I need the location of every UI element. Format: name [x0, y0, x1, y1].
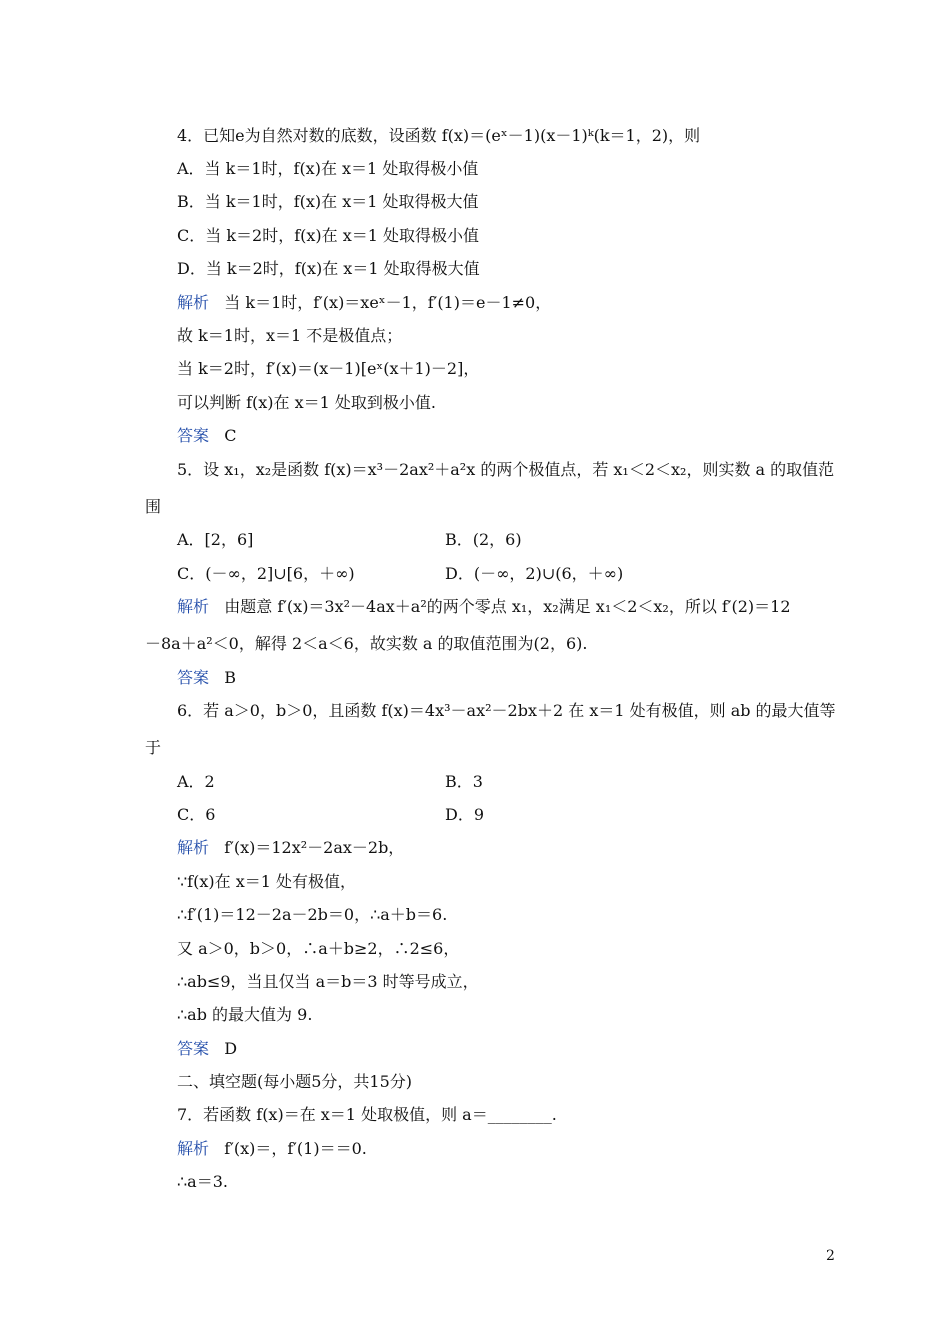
q6-analysis-line-2: ∵f(x)在 x＝1 处有极值， [177, 872, 356, 891]
q5-analysis-line-2: －8a＋a²＜0，解得 2＜a＜6，故实数 a 的取值范围为(2，6). [145, 634, 588, 653]
q4-option-a: A．当 k＝1时，f(x)在 x＝1 处取得极小值 [177, 159, 479, 178]
q4-answer-label: 答案 [177, 426, 210, 445]
q4-option-d: D．当 k＝2时，f(x)在 x＝1 处取得极大值 [177, 259, 480, 278]
q6-answer-label: 答案 [177, 1039, 210, 1058]
q6-option-c: C．6 [177, 805, 216, 824]
page-number: 2 [826, 1248, 835, 1264]
q4-analysis-line-1 [177, 293, 551, 313]
q7-stem: 7．若函数 f(x)＝在 x＝1 处取极值，则 a＝________. [177, 1105, 557, 1124]
q5-option-b: B．(2，6) [445, 530, 522, 549]
q6-stem-line-2: 于 [145, 738, 162, 757]
q4-answer-value: C [224, 426, 237, 445]
q4-analysis-line-4: 可以判断 f(x)在 x＝1 处取到极小值. [177, 393, 436, 412]
q6-option-d: D．9 [445, 805, 485, 824]
q4-analysis-line-2: 故 k＝1时，x＝1 不是极值点； [177, 326, 403, 345]
q5-option-c: C．(－∞，2]∪[6，＋∞) [177, 564, 355, 583]
section-heading: 二、填空题(每小题5分，共15分) [177, 1072, 413, 1091]
q6-stem-line-1: 6．若 a＞0，b＞0，且函数 f(x)＝4x³－ax²－2bx＋2 在 x＝1 处有极值，则 ab 的最大值等 [177, 701, 836, 720]
q4-analysis-line-3: 当 k＝2时，f′(x)＝(x－1)[eˣ(x＋1)－2]， [177, 359, 480, 378]
q4-option-b: B．当 k＝1时，f(x)在 x＝1 处取得极大值 [177, 192, 479, 211]
q7-conclusion: ∴a＝3. [177, 1172, 228, 1191]
q6-answer-value: D [224, 1039, 238, 1058]
q6-analysis-line-5: ∴ab≤9，当且仅当 a＝b＝3 时等号成立， [177, 972, 479, 991]
q4-analysis-label: 解析 [177, 293, 210, 312]
q4-analysis-text-1: 当 k＝1时，f′(x)＝xeˣ－1，f′(1)＝e－1≠0， [224, 293, 552, 312]
q4-answer [177, 426, 237, 446]
q7-analysis-line-1 [177, 1139, 367, 1159]
q6-analysis-text-1: f′(x)＝12x²－2ax－2b， [224, 838, 405, 857]
q6-answer [177, 1039, 237, 1059]
q5-analysis-label: 解析 [177, 597, 210, 616]
q5-option-d: D．(－∞，2)∪(6，＋∞) [445, 564, 624, 583]
q5-analysis-text-1: 由题意 f′(x)＝3x²－4ax＋a²的两个零点 x₁，x₂满足 x₁＜2＜x₂，所以 f′(2)＝12 [224, 597, 791, 616]
q5-stem-line-1: 5．设 x₁，x₂是函数 f(x)＝x³－2ax²＋a²x 的两个极值点，若 x₁＜2＜x₂，则实数 a 的取值范 [177, 460, 835, 479]
q5-option-a: A．[2，6] [177, 530, 254, 549]
q4-option-c: C．当 k＝2时，f(x)在 x＝1 处取得极小值 [177, 226, 480, 245]
q6-option-a: A．2 [177, 772, 215, 791]
q5-answer-label: 答案 [177, 668, 210, 687]
q6-analysis-line-4: 又 a＞0，b＞0，∴a＋b≥2，∴2≤6， [177, 939, 460, 958]
q5-stem-line-2: 围 [145, 497, 162, 516]
q4-stem: 4．已知e为自然对数的底数，设函数 f(x)＝(eˣ－1)(x－1)ᵏ(k＝1，2)，则 [177, 126, 701, 145]
q6-analysis-line-1 [177, 838, 404, 858]
q6-analysis-line-6: ∴ab 的最大值为 9. [177, 1005, 313, 1024]
q7-analysis-label: 解析 [177, 1139, 210, 1158]
q6-analysis-line-3: ∴f′(1)＝12－2a－2b＝0，∴a＋b＝6. [177, 905, 448, 924]
q5-analysis-line-1 [177, 597, 791, 617]
q6-analysis-label: 解析 [177, 838, 210, 857]
q6-option-b: B．3 [445, 772, 483, 791]
q7-analysis-text: f′(x)＝，f′(1)＝＝0. [224, 1139, 367, 1158]
q5-answer [177, 668, 236, 688]
q5-answer-value: B [224, 668, 237, 687]
